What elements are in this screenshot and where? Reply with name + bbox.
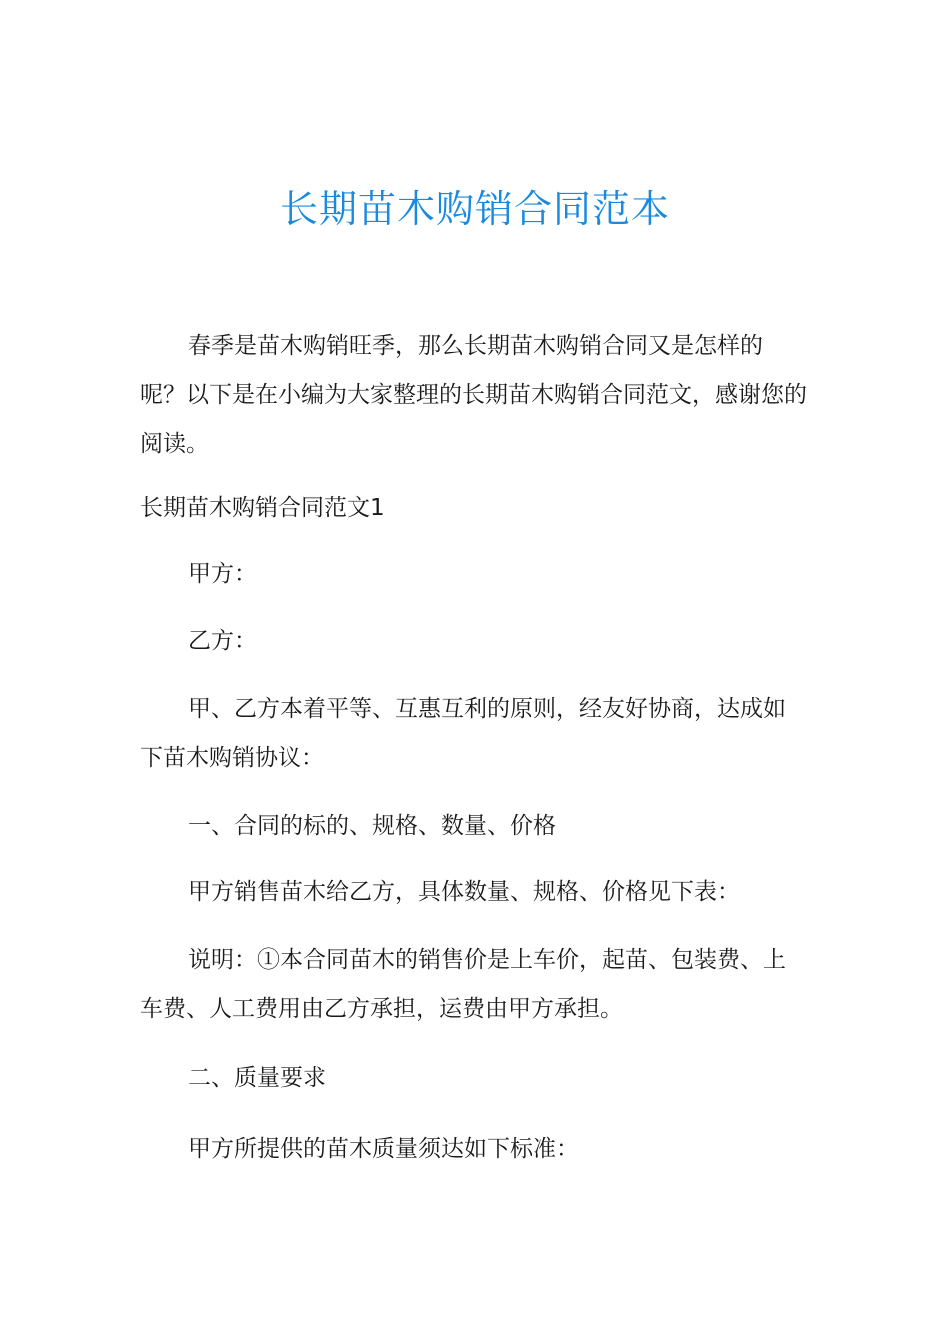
clause-1-text: 甲方销售苗木给乙方，具体数量、规格、价格见下表： [188,879,740,905]
agreement-paragraph: 甲、乙方本着平等、互惠互利的原则，经友好协商，达成如下苗木购销协议： [140,696,786,771]
party-b-line: 乙方： [188,628,257,654]
party-a-line: 甲方： [188,561,257,587]
note-paragraph: 说明：①本合同苗木的销售价是上车价，起苗、包装费、上车费、人工费用由乙方承担，运费由甲方承担。 [140,947,786,1022]
document-title: 长期苗木购销合同范本 [279,187,670,231]
intro-paragraph: 春季是苗木购销旺季，那么长期苗木购销合同又是怎样的呢？以下是在小编为大家整理的长期苗木购销合同范文，感谢您的阅读。 [140,333,807,457]
section-heading: 长期苗木购销合同范文1 [140,495,385,521]
clause-2-title: 二、质量要求 [188,1065,326,1091]
clause-2-text: 甲方所提供的苗木质量须达如下标准： [188,1136,579,1162]
clause-1-title: 一、合同的标的、规格、数量、价格 [188,813,556,839]
